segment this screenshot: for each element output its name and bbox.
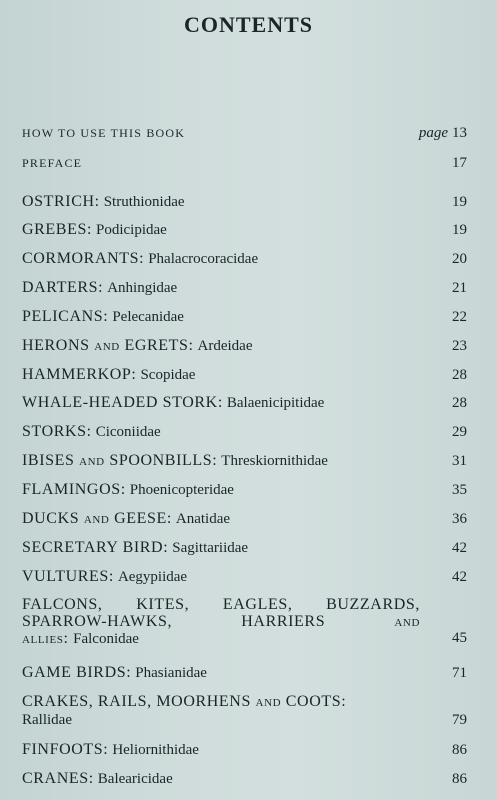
toc-page-number: 35 [452,482,467,498]
toc-page-number: 22 [452,309,467,325]
page-label: page [418,125,448,141]
toc-heading: allies: [22,630,69,647]
toc-entry-pelicans [22,308,467,326]
toc-entry-ostrich [22,193,467,211]
toc-family: Podicipidae [96,222,167,238]
toc-heading: DARTERS: [22,279,104,296]
toc-heading-line: FALCONS, KITES, EAGLES, BUZZARDS, [22,596,420,613]
toc-entry-vultures [22,568,467,586]
toc-page-number: 36 [452,511,467,527]
toc-heading: HOW TO USE THIS BOOK [22,126,186,140]
toc-heading-line [22,630,467,648]
toc-page-number: 28 [452,395,467,411]
toc-page-number: 42 [452,540,467,556]
toc-page-number: 86 [452,771,467,787]
toc-entry-whale-headed-stork [22,394,467,412]
toc-page-number: 21 [452,280,467,296]
toc-family: Struthionidae [103,194,185,210]
toc-page-number: 28 [452,367,467,383]
toc-entry-storks [22,423,467,441]
toc-page-number: 19 [452,222,467,238]
toc-page-number: page 13 [418,125,467,141]
toc-page-number: 42 [452,569,467,585]
toc-page-number: 45 [452,630,467,646]
toc-heading: PREFACE [22,156,83,170]
toc-heading: SECRETARY BIRD: [22,539,169,556]
toc-entry-darters [22,279,467,297]
toc-heading: OSTRICH: [22,193,100,210]
toc-entry-preface [22,154,467,172]
toc-page-number: 86 [452,742,467,758]
toc-family: Scopidae [140,367,196,383]
toc-family: Heliornithidae [112,742,199,758]
toc-family: Sagittariidae [172,540,249,556]
toc-family: Ardeidae [197,338,253,354]
toc-entry-how-to-use [22,124,467,142]
toc-family: Balaenicipitidae [226,395,325,411]
toc-heading: VULTURES: [22,568,114,585]
toc-entry-game-birds [22,664,467,682]
toc-family: Anatidae [175,511,231,527]
toc-entry-crakes [22,693,467,729]
toc-heading: HERONS and EGRETS: [22,337,194,354]
toc-page-number: 71 [452,665,467,681]
toc-heading: PELICANS: [22,308,109,325]
toc-heading-line: SPARROW-HAWKS, HARRIERS and [22,613,420,630]
toc-family: Aegypiidae [117,569,188,585]
toc-family: Phasianidae [135,665,207,681]
toc-page-number: 29 [452,424,467,440]
toc-page-number: 23 [452,338,467,354]
toc-entry-flamingos [22,481,467,499]
toc-entry-cranes [22,770,467,788]
toc-heading: HAMMERKOP: [22,366,137,383]
toc-heading: GREBES: [22,221,92,238]
toc-entry-falcons [22,596,467,648]
toc-family: Balearicidae [97,771,173,787]
toc-page-number: 20 [452,251,467,267]
toc-heading: WHALE-HEADED STORK: [22,394,223,411]
toc-family: Falconidae [73,631,139,647]
toc-family: Ciconiidae [95,424,161,440]
toc-family: Phoenicopteridae [129,482,234,498]
toc-heading: CORMORANTS: [22,250,145,267]
toc-heading: CRANES: [22,770,94,787]
toc-heading: IBISES and SPOONBILLS: [22,452,218,469]
toc-family: Threskiornithidae [221,453,328,469]
toc-entry-herons-egrets [22,337,467,355]
toc-entry-finfoots [22,741,467,759]
toc-entry-cormorants [22,250,467,268]
toc-heading: FINFOOTS: [22,741,109,758]
toc-entry-ibises-spoonbills [22,452,467,470]
toc-page-number: 19 [452,194,467,210]
toc-family: Pelecanidae [112,309,184,325]
toc-entry-ducks-geese [22,510,467,528]
toc-heading: GAME BIRDS: [22,664,132,681]
toc-heading: STORKS: [22,423,92,440]
page-title: CONTENTS [183,12,314,37]
toc-heading-line: CRAKES, RAILS, MOORHENS and COOTS: [22,693,347,710]
toc-heading: FLAMINGOS: [22,481,126,498]
toc-page-number: 79 [452,712,467,728]
toc-page-number: 31 [452,453,467,469]
toc-entry-secretary-bird [22,539,467,557]
toc-page-number: 17 [452,155,467,171]
toc-family: Phalacrocoracidae [148,251,259,267]
toc-heading: DUCKS and GEESE: [22,510,172,527]
toc-entry-hammerkop [22,366,467,384]
toc-entry-grebes [22,221,467,239]
toc-family: Anhingidae [107,280,178,296]
toc-family: Rallidae [22,712,72,728]
